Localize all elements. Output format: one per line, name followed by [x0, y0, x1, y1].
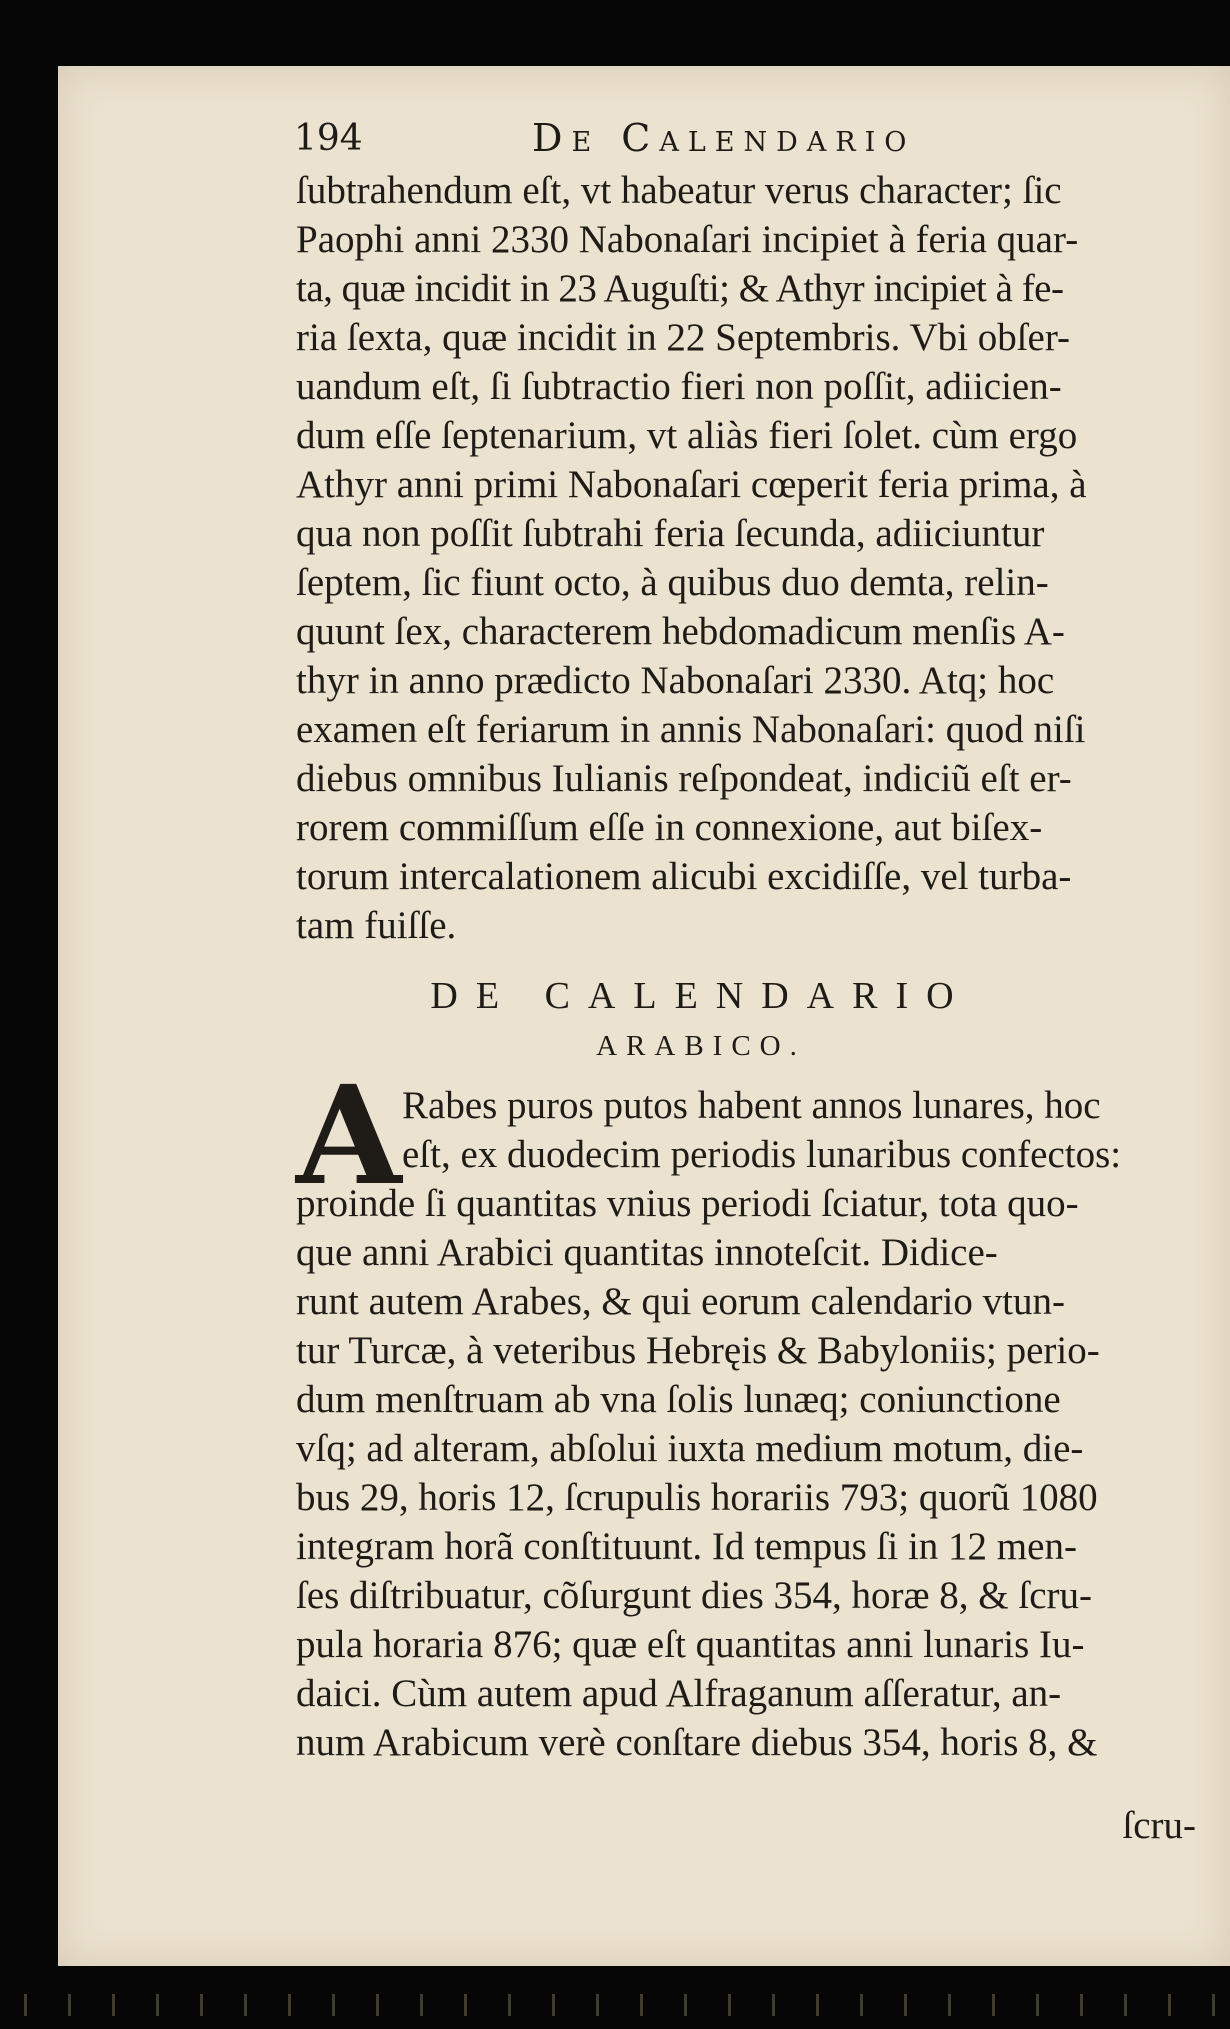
- text-line: dum menſtruam ab vna ſolis lunæq; coniunctione: [296, 1378, 1061, 1421]
- text-line: pula horaria 876; quæ eſt quantitas anni lunaris Iu-: [296, 1623, 1085, 1666]
- catchword: ſcru-: [1122, 1804, 1196, 1847]
- text-line: bus 29, horis 12, ſcrupulis horariis 793; quorũ 1080: [296, 1476, 1098, 1519]
- text-line: Athyr anni primi Nabonaſari cœperit feria prima, à: [296, 463, 1087, 506]
- text-line: ta, quæ incidit in 23 Auguſti; & Athyr incipiet à fe-: [296, 267, 1064, 310]
- text-line: diebus omnibus Iulianis reſpondeat, indiciũ eſt er-: [296, 757, 1072, 800]
- text-line: proinde ſi quantitas vnius periodi ſciatur, tota quo-: [296, 1182, 1079, 1225]
- text-line: dum eſſe ſeptenarium, vt aliàs fieri ſolet. cùm ergo: [296, 414, 1078, 457]
- text-line: qua non poſſit ſubtrahi feria ſecunda, adiiciuntur: [296, 512, 1045, 555]
- drop-cap: A: [296, 1056, 402, 1216]
- text-line: uandum eſt, ſi ſubtractio fieri non poſſit, adiicien-: [296, 365, 1062, 408]
- text-line: quunt ſex, characterem hebdomadicum menſis A-: [296, 610, 1065, 653]
- text-line: integram horã conſtituunt. Id tempus ſi in 12 men-: [296, 1525, 1077, 1568]
- text-line: ſeptem, ſic fiunt octo, à quibus duo demta, relin-: [296, 561, 1049, 604]
- text-line: runt autem Arabes, & qui eorum calendario vtun-: [296, 1280, 1065, 1323]
- running-head: De Calendario: [532, 116, 916, 160]
- section-title-sub: ARABICO.: [596, 1030, 806, 1062]
- text-line: que anni Arabici quantitas innoteſcit. Didice-: [296, 1231, 998, 1274]
- text-line: ſubtrahendum eſt, vt habeatur verus character; ſic: [296, 169, 1062, 212]
- text-line: examen eſt feriarum in annis Nabonaſari: quod niſi: [296, 708, 1086, 751]
- arabic-calendar-paragraph: [296, 1056, 1196, 1767]
- text-line: torum intercalationem alicubi excidiſſe, vel turba-: [296, 855, 1072, 898]
- page-number: 194: [294, 118, 363, 159]
- text-line: eſt, ex duodecim periodis lunaribus confectos:: [402, 1133, 1122, 1176]
- text-line: tur Turcæ, à veteribus Hebręis & Babyloniis; perio-: [296, 1329, 1100, 1372]
- section-title: [296, 968, 1106, 1070]
- text-line: thyr in anno prædicto Nabonaſari 2330. Atq; hoc: [296, 659, 1055, 702]
- scanner-edge-strip: [0, 1994, 1230, 2016]
- text-line: tam fuiſſe.: [296, 904, 457, 947]
- page-header: [294, 112, 1014, 172]
- text-line: Rabes puros putos habent annos lunares, hoc: [402, 1084, 1101, 1127]
- text-line: num Arabicum verè conſtare diebus 354, horis 8, &: [296, 1721, 1098, 1764]
- text-line: daici. Cùm autem apud Alfraganum aſſeratur, an-: [296, 1672, 1062, 1715]
- text-line: Paophi anni 2330 Nabonaſari incipiet à feria quar-: [296, 218, 1079, 261]
- text-line: rorem commiſſum eſſe in connexione, aut biſex-: [296, 806, 1043, 849]
- body-paragraph: [296, 166, 1196, 950]
- section-title-main: DE CALENDARIO: [430, 975, 972, 1017]
- text-line: vſq; ad alteram, abſolui iuxta medium motum, die-: [296, 1427, 1084, 1470]
- text-line: ria ſexta, quæ incidit in 22 Septembris. Vbi obſer-: [296, 316, 1071, 359]
- text-line: ſes diſtribuatur, cõſurgunt dies 354, horæ 8, & ſcru-: [296, 1574, 1093, 1617]
